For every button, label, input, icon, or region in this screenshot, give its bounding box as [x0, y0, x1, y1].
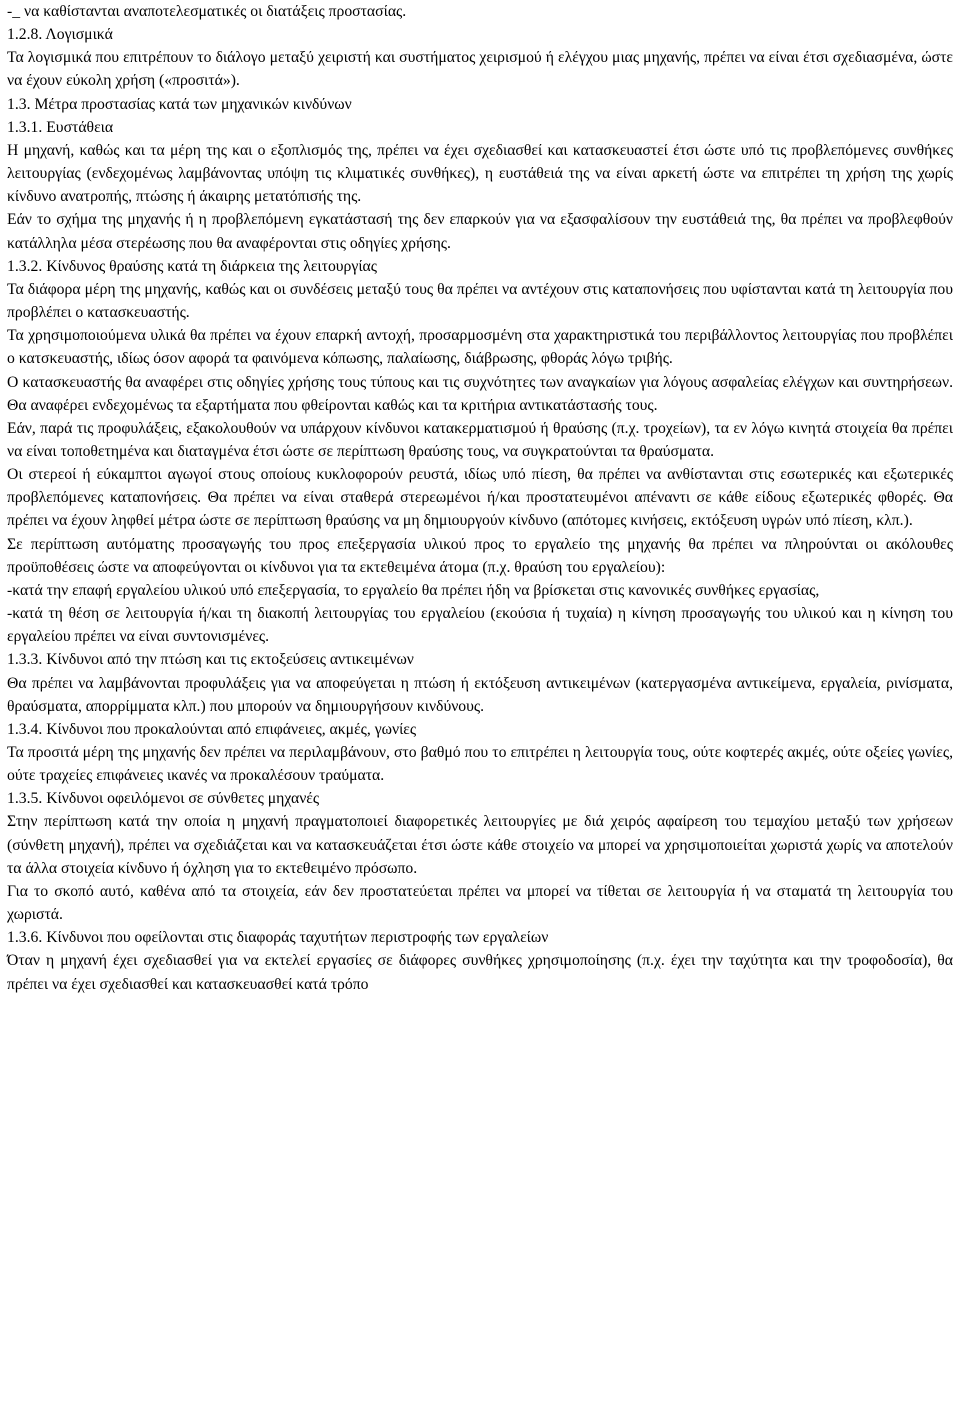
section-heading: 1.3.5. Κίνδυνοι οφειλόμενοι σε σύνθετες μηχανές — [7, 790, 320, 808]
paragraph: Οι στερεοί ή εύκαμπτοι αγωγοί στους οποίους κυκλοφορούν ρευστά, ιδίως υπό πίεση, θα πρέπει να ανθίστανται στις εσωτερικές και εξωτερικές προβλεπόμενες καταπονήσεις. Θα πρέπει να είναι σταθερά στερεωμένοι ή/και προστατευμένοι απέναντι σε κάθε είδους εξωτερικές φθορές. Θα πρέπει να έχουν ληφθεί μέτρα ώστε σε περίπτωση θραύσης να μη δημιουργούν κίνδυνο (απότομες κινήσεις, εκτόξευση υγρών υπό πίεση, κλπ.). — [7, 466, 953, 530]
section-heading: 1.3.2. Κίνδυνος θραύσης κατά τη διάρκεια της λειτουργίας — [7, 257, 377, 275]
list-item: -κατά την επαφή εργαλείου υλικού υπό επεξεργασία, το εργαλείο θα πρέπει ήδη να βρίσκεται στις κανονικές συνθήκες εργασίας, — [7, 581, 820, 599]
section-heading: 1.3.3. Κίνδυνοι από την πτώση και τις εκτοξεύσεις αντικειμένων — [7, 651, 414, 669]
section-heading: 1.3.6. Κίνδυνοι που οφείλονται στις διαφοράς ταχυτήτων περιστροφής των εργαλείων — [7, 929, 549, 947]
section-heading: 1.3.4. Κίνδυνοι που προκαλούνται από επιφάνειες, ακμές, γωνίες — [7, 720, 417, 738]
paragraph: Εάν, παρά τις προφυλάξεις, εξακολουθούν να υπάρχουν κίνδυνοι κατακερματισμού ή θραύσης (π.χ. τροχείων), τα εν λόγω κινητά στοιχεία θα πρέπει να είναι τοποθετημένα και διαταγμένα έτσι ώστε σε περίπτωση θραύσης τους, να συγκρατούνται τα θραύσματα. — [7, 419, 953, 460]
paragraph: Όταν η μηχανή έχει σχεδιασθεί για να εκτελεί εργασίες σε διάφορες συνθήκες χρησιμοποίησης (π.χ. έχει την ταχύτητα και την τροφοδοσία), θα πρέπει να έχει σχεδιασθεί και κατασκευασθεί κατά τρόπο — [7, 952, 953, 993]
paragraph: Τα λογισμικά που επιτρέπουν το διάλογο μεταξύ χειριστή και συστήματος χειρισμού ή ελέγχου μιας μηχανής, πρέπει να είναι έτσι σχεδιασμένα, ώστε να έχουν εύκολη χρήση («προσιτά»). — [7, 49, 953, 90]
section-heading: 1.3.1. Ευστάθεια — [7, 118, 114, 136]
paragraph: Τα διάφορα μέρη της μηχανής, καθώς και οι συνδέσεις μεταξύ τους θα πρέπει να αντέχουν στις καταπονήσεις που υφίστανται κατά τη λειτουργία που προβλέπει ο κατασκευαστής. — [7, 280, 953, 322]
paragraph: Σε περίπτωση αυτόματης προσαγωγής του προς επεξεργασία υλικού προς το εργαλείο της μηχανής θα πρέπει να πληρούνται οι ακόλουθες προϋποθέσεις ώστε να αποφεύγονται οι κίνδυνοι για τα εκτεθειμένα άτομα (π.χ. θραύση του εργαλείου): — [7, 535, 953, 576]
paragraph: Τα προσιτά μέρη της μηχανής δεν πρέπει να περιλαμβάνουν, στο βαθμό που το επιτρέπει η λειτουργία τους, ούτε κοφτερές ακμές, ούτε οξείες γωνίες, ούτε τραχείες επιφάνειες ικανές να προκαλέσουν τραύματα. — [7, 744, 953, 785]
paragraph: Για το σκοπό αυτό, καθένα από τα στοιχεία, εάν δεν προστατεύεται πρέπει να μπορεί να τίθεται σε λειτουργία ή να σταματά τη λειτουργία του χωριστά. — [7, 882, 953, 924]
section-heading: 1.3. Μέτρα προστασίας κατά των μηχανικών κινδύνων — [7, 95, 352, 113]
paragraph: Τα χρησιμοποιούμενα υλικά θα πρέπει να έχουν επαρκή αντοχή, προσαρμοσμένη στα χαρακτηριστικά του περιβάλλοντος λειτουργίας που προβλέπει ο κατσκευαστής, ιδίως όσον αφορά τα φαινόμενα κόπωσης, παλαίωσης, διάβρωσης, φθοράς λόγω τριβής. — [7, 327, 953, 368]
list-item: -κατά τη θέση σε λειτουργία ή/και τη διακοπή λειτουργίας του εργαλείου (εκούσια ή τυχαία) η κίνηση προσαγωγής του υλικού και η κίνηση του εργαλείου πρέπει να είναι συντονισμένες. — [7, 605, 953, 646]
section-heading: 1.2.8. Λογισμικά — [7, 26, 113, 44]
paragraph: Στην περίπτωση κατά την οποία η μηχανή πραγματοποιεί διαφορετικές λειτουργίες με διά χειρός αφαίρεση του τεμαχίου μεταξύ των χρήσεων (σύνθετη μηχανή), πρέπει να σχεδιάζεται και να κατασκευάζεται έτσι ώστε κάθε στοιχείο να μπορεί να χρησιμοποιείται χωριστά χωρίς να αποτελούν τα άλλα στοιχεία κίνδυνο ή όχληση για το εκτεθειμένο πρόσωπο. — [7, 813, 953, 877]
paragraph: Ο κατασκευαστής θα αναφέρει στις οδηγίες χρήσης τους τύπους και τις συχνότητες των αναγκαίων για λόγους ασφαλείας ελέγχων και συντηρήσεων. Θα αναφέρει ενδεχομένως τα εξαρτήματα που φθείρονται καθώς και τα κριτήρια αντικατάστασής τους. — [7, 373, 953, 414]
text-line: -_ να καθίστανται αναποτελεσματικές οι διατάξεις προστασίας. — [7, 3, 407, 20]
paragraph: Εάν το σχήμα της μηχανής ή η προβλεπόμενη εγκατάστασή της δεν επαρκούν για να εξασφαλίσουν την ευστάθειά της, θα πρέπει να προβλεφθούν κατάλληλα μέσα στερέωσης που θα αναφέρονται στις οδηγίες χρήσης. — [7, 211, 953, 252]
paragraph: Η μηχανή, καθώς και τα μέρη της και ο εξοπλισμός της, πρέπει να έχει σχεδιασθεί και κατασκευαστεί έτσι ώστε υπό τις προβλεπόμενες συνθήκες λειτουργίας (ενδεχομένως λαμβάνοντας υπόψη τις κλιματικές συνθήκες), η ευστάθειά της να είναι αρκετή ώστε να επιτρέπει τη χρήση της χωρίς κίνδυνο ανατροπής, πτώσης ή άκαιρης μετατόπισής της. — [7, 141, 953, 206]
paragraph: Θα πρέπει να λαμβάνονται προφυλάξεις για να αποφεύγεται η πτώση ή εκτόξευση αντικειμένων (κατεργασμένα αντικείμενα, εργαλεία, ρινίσματα, θραύσματα, απορρίμματα κλπ.) που μπορούν να δημιουργήσουν κινδύνους. — [7, 674, 953, 715]
